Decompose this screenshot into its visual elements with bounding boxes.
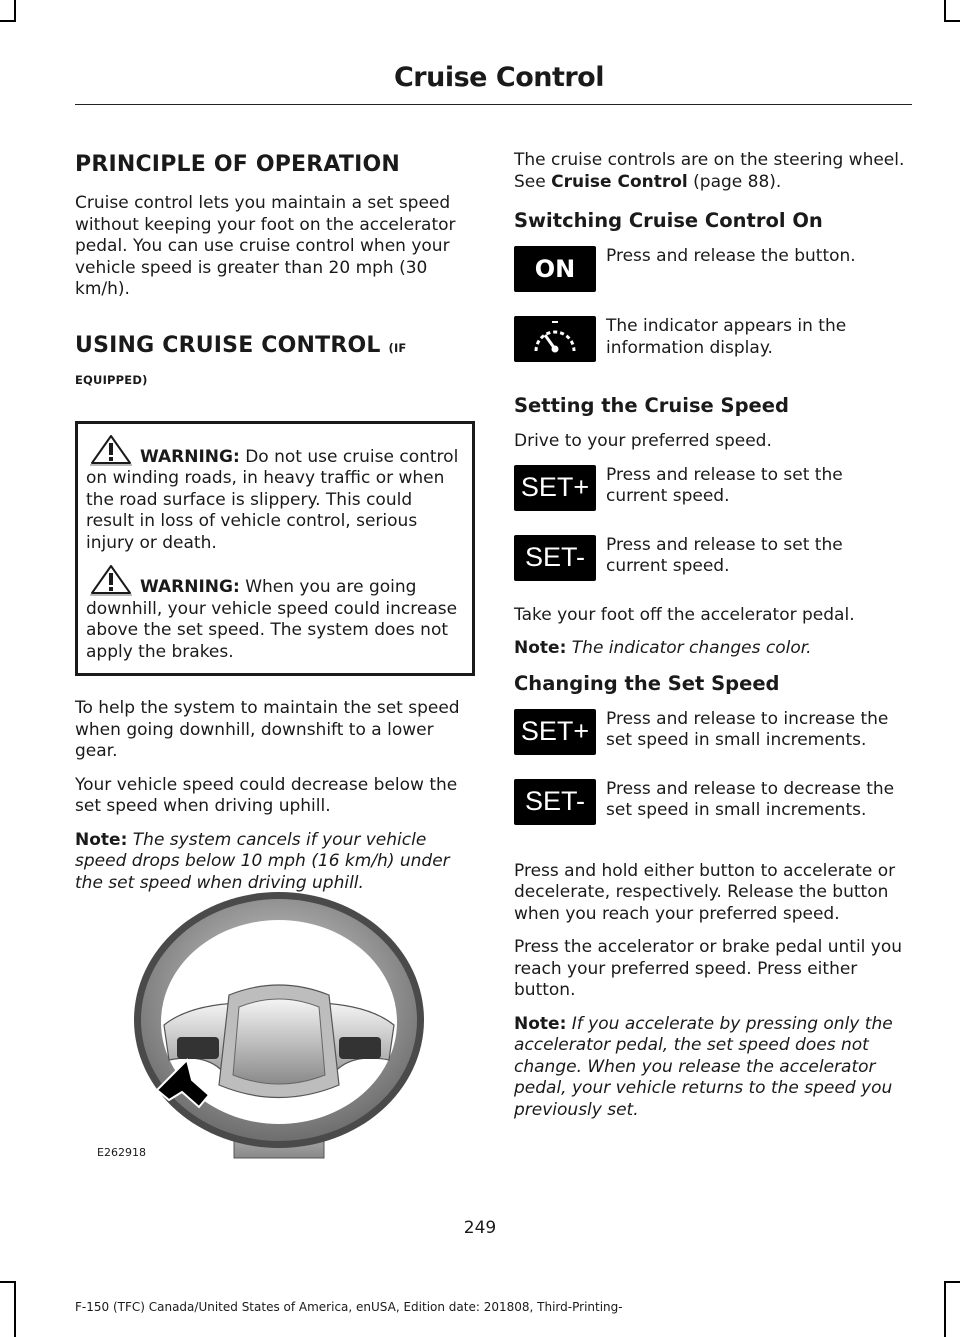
steering-wheel-figure [89, 885, 479, 1165]
note-label: Note: [514, 638, 567, 658]
set-plus-text: Press and release to set the current speed. [606, 464, 843, 506]
note-label: Note: [75, 829, 128, 850]
uphill-paragraph: Your vehicle speed could decrease below the set speed when driving uphill. [75, 774, 458, 816]
increase-text: Press and release to increase the set speed in small increments. [606, 708, 889, 750]
hold-paragraph: Press and hold either button to accelerate or decelerate, respectively. Release the button when you reach your preferred speed. [514, 860, 896, 924]
set-minus-button-image: SET- [514, 535, 596, 581]
on-button-image: ON [514, 246, 596, 292]
page-number: 249 [463, 1218, 497, 1238]
warning-label: WARNING: [140, 446, 240, 467]
warning-item [86, 434, 464, 555]
section-heading-using [75, 331, 475, 395]
intro-text: The cruise controls are on the steering wheel. See [514, 150, 905, 192]
warning-text: When you are going downhill, your vehicle speed could increase above the set speed. The system does not apply the brakes. [86, 577, 458, 662]
warning-triangle-icon [86, 434, 136, 466]
figure-label: E262918 [97, 1146, 146, 1159]
warning-box [75, 421, 475, 677]
set-minus-text: Press and release to set the current speed. [606, 534, 843, 576]
decrease-row [514, 779, 909, 857]
section-heading-using-qualifier: (IF EQUIPPED) [75, 340, 407, 387]
foot-paragraph: Take your foot off the accelerator pedal. [514, 604, 855, 625]
indicator-row [514, 316, 909, 382]
crop-mark [944, 1281, 946, 1337]
indicator-text: The indicator appears in the information display. [606, 316, 847, 358]
downshift-paragraph: To help the system to maintain the set speed when going downhill, downshift to a lower gear. [75, 698, 460, 761]
speedometer-icon [528, 319, 582, 359]
note-accelerate-paragraph [514, 1014, 909, 1122]
intro-paragraph [514, 150, 909, 193]
increase-row [514, 709, 909, 775]
crop-mark [14, 0, 16, 20]
page-header-title: Cruise Control [393, 62, 604, 93]
decrease-text: Press and release to decrease the set speed in small increments. [606, 778, 895, 820]
warning-triangle-icon [86, 564, 136, 596]
right-column [514, 150, 909, 1133]
cross-reference-link[interactable]: Cruise Control [551, 171, 688, 192]
warning-item [86, 564, 464, 663]
crop-mark [14, 1281, 16, 1337]
pedal-paragraph: Press the accelerator or brake pedal until you reach your preferred speed. Press either button. [514, 937, 903, 1000]
note-color-paragraph [514, 638, 909, 660]
warning-text: Do not use cruise control on winding roads, in heavy traffic or when the road surface is slippery. This could result in loss of vehicle control, serious injury or death. [86, 446, 459, 553]
crop-mark [0, 1281, 16, 1283]
note-label: Note: [514, 1013, 567, 1034]
footer-edition-text: F-150 (TFC) Canada/United States of America, enUSA, Edition date: 201808, Third-Printing- [75, 1300, 623, 1314]
left-column [75, 140, 475, 906]
note-text: If you accelerate by pressing only the accelerator pedal, the set speed does not change. When you release the accelerator pedal, your vehicle returns to the speed you previously set. [514, 1013, 893, 1120]
drive-paragraph: Drive to your preferred speed. [514, 431, 772, 451]
crop-mark [944, 1281, 960, 1283]
heading-changing-speed: Changing the Set Speed [514, 671, 780, 695]
set-minus-row [514, 535, 909, 601]
crop-mark [0, 20, 16, 22]
on-button-text: Press and release the button. [606, 246, 856, 266]
on-button-row [514, 246, 909, 312]
intro-page-ref: (page 88). [693, 171, 782, 192]
steering-wheel-illustration [89, 885, 479, 1165]
crop-mark [944, 20, 960, 22]
cruise-indicator-image [514, 316, 596, 362]
heading-switching-on: Switching Cruise Control On [514, 209, 823, 232]
note-text: The system cancels if your vehicle speed drops below 10 mph (16 km/h) under the set speed when driving uphill. [75, 829, 450, 893]
crop-mark [944, 0, 946, 20]
note-text: The indicator changes color. [571, 638, 812, 658]
set-plus-button-image: SET+ [514, 709, 596, 755]
set-plus-row [514, 465, 909, 531]
principle-paragraph: Cruise control lets you maintain a set speed without keeping your foot on the accelerator pedal. You can use cruise control when your vehicle speed is greater than 20 mph (30 km/h). [75, 193, 456, 299]
header-rule [75, 104, 912, 105]
set-plus-button-image: SET+ [514, 465, 596, 511]
warning-label: WARNING: [140, 577, 240, 597]
heading-setting-speed: Setting the Cruise Speed [514, 394, 789, 417]
set-minus-button-image: SET- [514, 779, 596, 825]
section-heading-using-main: USING CRUISE CONTROL [75, 332, 381, 358]
section-heading-principle: PRINCIPLE OF OPERATION [75, 152, 401, 177]
